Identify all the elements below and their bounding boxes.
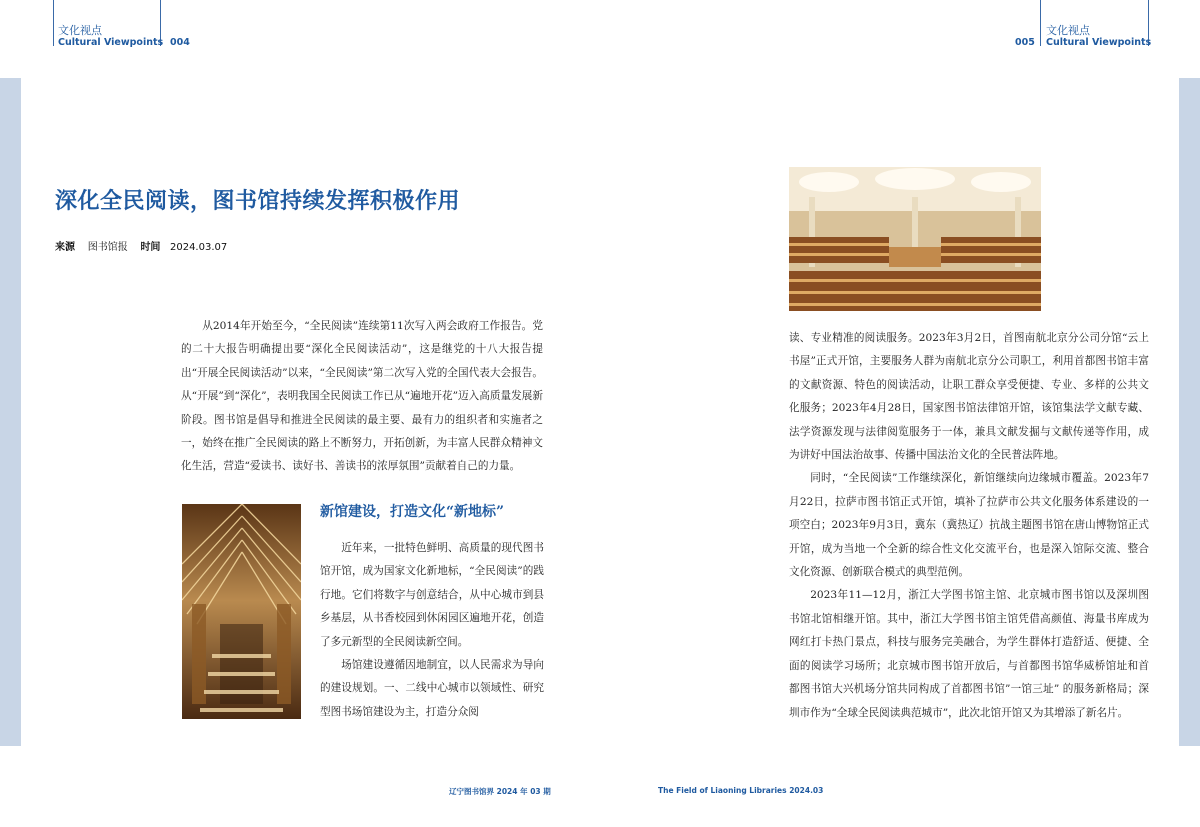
right-side-band	[1179, 78, 1200, 746]
right-paragraph-1: 读、专业精准的阅读服务。2023年3月2日，首图南航北京分公司分馆“云上书屋”正式开馆，主要服务人群为南航北京分公司职工，利用首都图书馆丰富的文献资源、特色的阅读活动，让职工群众享受便捷、专业、多样的公共文化服务；2023年4月28日，国家图书馆法律馆开馆，该馆集法学文献专藏、法学资源发现与法律阅览服务于一体，兼具文献发掘与文献传递等作用，成为讲好中国法治故事、传播中国法治文化的全民普法阵地。	[789, 332, 1149, 462]
section-paragraph-2: 场馆建设遵循因地制宜，以人民需求为导向的建设规划。一、二线中心城市以领域性、研究型图书场馆建设为主，打造分众阅	[320, 659, 544, 718]
time-label: 时间	[140, 242, 161, 253]
section-paragraph-1: 近年来，一批特色鲜明、高质量的现代图书馆开馆，成为国家文化新地标，“全民阅读”的践行地。它们将数字与创意结合，从中心城市到县乡基层，从书香校园到休闲园区遍地开花，创造了多元新型的全民阅读新空间。	[320, 542, 544, 648]
intro-paragraph: 从2014年开始至今，“全民阅读”连续第11次写入两会政府工作报告。党的二十大报告明确提出要“深化全民阅读活动”，这是继党的十八大报告提出“开展全民阅读活动”以来，“全民阅读”第二次写入党的全国代表大会报告。从“开展”到“深化”，表明我国全民阅读工作已从“遍地开花”迈入高质量发展新阶段。图书馆是倡导和推进全民阅读的最主要、最有力的组织者和实施者之一，始终在推广全民阅读的路上不断努力，开拓创新，为丰富人民群众精神文化生活，营造“爱读书、读好书、善读书的浓厚氛围”贡献着自己的力量。	[181, 320, 543, 473]
header-section-en: Cultural Viewpoints	[58, 37, 164, 48]
article-meta	[55, 238, 227, 253]
source-label: 来源	[55, 242, 75, 253]
header-section-cn: 文化视点	[58, 24, 102, 37]
right-paragraph-2: 同时，“全民阅读”工作继续深化，新馆继续向边缘城市覆盖。2023年7月22日，拉萨市图书馆正式开馆，填补了拉萨市公共文化服务体系建设的一项空白；2023年9月3日，冀东（冀热辽）抗战主题图书馆在唐山博物馆正式开馆，成为当地一个全新的综合性文化交流平台，也是深入馆际交流、整合文化资源、创新联合模式的典型范例。	[789, 472, 1149, 579]
section-column	[320, 537, 544, 724]
right-paragraph-3: 2023年11—12月，浙江大学图书馆主馆、北京城市图书馆以及深圳图书馆北馆相继开馆。其中，浙江大学图书馆主馆凭借高颜值、海量书库成为网红打卡热门景点，科技与服务完美融合，为学生群体打造舒适、便捷、全面的阅读学习场所；北京城市图书馆开放后，与首都图书馆华威桥馆址和首都图书馆大兴机场分馆共同构成了首都图书馆”一馆三址” 的服务新格局；深圳市作为“全球全民阅读典范城市”，此次北馆开馆又为其增添了新名片。	[789, 589, 1149, 719]
page-number-right: 005	[1015, 37, 1035, 48]
source-value: 图书馆报	[87, 242, 128, 253]
section-subheading: 新馆建设，打造文化“新地标”	[320, 504, 505, 520]
library-interior-photo-left	[182, 504, 301, 719]
header-left-rule	[53, 0, 54, 46]
header-section-en-right: Cultural Viewpoints	[1046, 37, 1152, 48]
page-number-left: 004	[170, 37, 190, 48]
intro-column	[181, 315, 543, 479]
article-title: 深化全民阅读，图书馆持续发挥积极作用	[55, 188, 461, 214]
library-interior-photo-right	[789, 167, 1041, 311]
right-column	[789, 327, 1149, 725]
footer-right: The Field of Liaoning Libraries 2024.03	[658, 786, 824, 795]
left-side-band	[0, 78, 21, 746]
footer-left: 辽宁图书馆界 2024 年 03 期	[449, 787, 551, 796]
header-section-cn-right: 文化视点	[1046, 24, 1090, 37]
header-right-divider	[1040, 0, 1041, 46]
date-value: 2024.03.07	[169, 242, 228, 253]
